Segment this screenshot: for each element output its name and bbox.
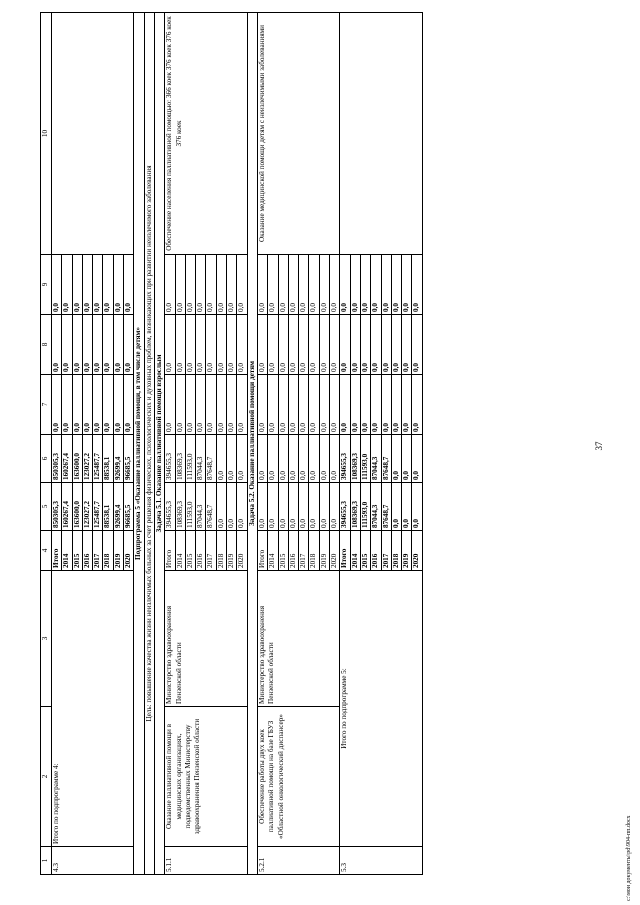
value-cell: 0,0	[227, 255, 237, 315]
value-cell: 2014	[350, 531, 360, 571]
section-row	[247, 13, 257, 875]
value-cell: 850305,3	[52, 435, 62, 483]
value-cell: 0,0	[340, 255, 350, 315]
value-cell: 0,0	[340, 315, 350, 375]
value-cell: 0,0	[62, 315, 72, 375]
value-cell: 0,0	[412, 483, 422, 531]
expected-result	[52, 13, 134, 255]
header-cell: 1	[41, 847, 52, 875]
program-table	[40, 12, 423, 875]
value-cell: 0,0	[340, 375, 350, 435]
value-cell: 2019	[227, 531, 237, 571]
value-cell: 0,0	[185, 255, 195, 315]
value-cell: 0,0	[175, 255, 185, 315]
value-cell: 0,0	[391, 435, 401, 483]
value-cell: 0,0	[319, 255, 329, 315]
value-cell: 108369,3	[175, 483, 185, 531]
value-cell: 0,0	[309, 375, 319, 435]
value-cell: 87044,3	[371, 483, 381, 531]
value-cell: 0,0	[82, 255, 92, 315]
value-cell: 2019	[113, 531, 123, 571]
subprogram-title: Подпрограмма 5 «Оказание паллиативной помощи, в том числе детям»	[134, 13, 144, 875]
value-cell: 0,0	[402, 483, 412, 531]
value-cell: 0,0	[52, 375, 62, 435]
task-5-1-title: Задача 5.1. Оказание паллиативной помощи взрослым	[154, 13, 164, 875]
value-cell: 394655,3	[165, 483, 175, 531]
table-row	[52, 13, 62, 875]
value-cell: 111593,0	[185, 435, 195, 483]
value-cell: 2015	[72, 531, 82, 571]
value-cell: 0,0	[268, 483, 278, 531]
value-cell: Итого	[52, 531, 62, 571]
value-cell: 163600,0	[72, 483, 82, 531]
value-cell: 0,0	[330, 315, 340, 375]
page-number: 37	[594, 441, 604, 451]
value-cell: 96685,5	[124, 483, 134, 531]
value-cell: Итого	[257, 531, 267, 571]
value-cell: 0,0	[103, 375, 113, 435]
value-cell: 0,0	[319, 435, 329, 483]
value-cell: 123027,2	[82, 483, 92, 531]
value-cell: 0,0	[103, 315, 113, 375]
value-cell: 0,0	[412, 375, 422, 435]
value-cell: 2018	[216, 531, 226, 571]
value-cell: 0,0	[196, 255, 206, 315]
value-cell: 2016	[288, 531, 298, 571]
table-row	[165, 13, 175, 875]
measure-name: Оказание паллиативной помощи в медицинских организациях, подведомственных Министерству здравоохранения Пензенской области	[165, 707, 247, 847]
value-cell: 394655,3	[340, 483, 350, 531]
value-cell: 2017	[299, 531, 309, 571]
value-cell: 0,0	[309, 315, 319, 375]
value-cell: 0,0	[52, 315, 62, 375]
value-cell: 87044,3	[196, 483, 206, 531]
value-cell: 96685,5	[124, 435, 134, 483]
value-cell: Итого	[165, 531, 175, 571]
value-cell: 0,0	[371, 255, 381, 315]
value-cell: 0,0	[216, 483, 226, 531]
value-cell: 160267,4	[62, 483, 72, 531]
header-cell: 2	[41, 707, 52, 847]
value-cell: 88538,1	[103, 483, 113, 531]
value-cell: 2017	[206, 531, 216, 571]
value-cell: 125487,7	[93, 435, 103, 483]
value-cell: 0,0	[237, 315, 247, 375]
value-cell: 0,0	[216, 255, 226, 315]
value-cell: 0,0	[257, 375, 267, 435]
value-cell: 0,0	[72, 375, 82, 435]
value-cell: 394655,3	[165, 435, 175, 483]
value-cell: 0,0	[360, 315, 370, 375]
value-cell: 87044,3	[371, 435, 381, 483]
value-cell: 2020	[330, 531, 340, 571]
value-cell: 111593,0	[360, 435, 370, 483]
value-cell: 0,0	[299, 435, 309, 483]
value-cell: 0,0	[206, 375, 216, 435]
value-cell: 2016	[82, 531, 92, 571]
value-cell: 0,0	[330, 435, 340, 483]
header-row	[41, 13, 52, 875]
value-cell: 0,0	[288, 315, 298, 375]
value-cell: 0,0	[381, 375, 391, 435]
executor: Министерство здравоохранения Пензенской области	[257, 571, 339, 707]
value-cell: 2014	[175, 531, 185, 571]
value-cell: 0,0	[381, 315, 391, 375]
value-cell: 0,0	[319, 315, 329, 375]
value-cell: 0,0	[124, 375, 134, 435]
row-number: 5.1.1	[165, 847, 247, 875]
value-cell: 0,0	[216, 375, 226, 435]
value-cell: 0,0	[412, 315, 422, 375]
value-cell: 0,0	[319, 483, 329, 531]
value-cell: 0,0	[350, 315, 360, 375]
value-cell: 0,0	[72, 315, 82, 375]
value-cell: 0,0	[371, 375, 381, 435]
value-cell: 0,0	[391, 315, 401, 375]
value-cell: 0,0	[62, 375, 72, 435]
value-cell: 0,0	[381, 255, 391, 315]
table-row	[257, 13, 267, 875]
value-cell: 0,0	[330, 483, 340, 531]
value-cell: 0,0	[206, 315, 216, 375]
value-cell: 0,0	[124, 255, 134, 315]
value-cell: 0,0	[371, 315, 381, 375]
value-cell: 0,0	[268, 255, 278, 315]
value-cell: 0,0	[257, 483, 267, 531]
header-cell: 8	[41, 315, 52, 375]
value-cell: 0,0	[288, 255, 298, 315]
task-5-2-title: Задача 5.2. Оказание паллиативной помощи детям	[247, 13, 257, 875]
value-cell: 0,0	[185, 375, 195, 435]
value-cell: 0,0	[330, 375, 340, 435]
value-cell: 0,0	[227, 315, 237, 375]
value-cell: 0,0	[268, 315, 278, 375]
value-cell: 2014	[268, 531, 278, 571]
value-cell: 0,0	[72, 255, 82, 315]
value-cell: 850305,3	[52, 483, 62, 531]
expected-result: Оказание медицинской помощи детям с неизлечимыми заболеваниями	[257, 13, 339, 255]
value-cell: 0,0	[319, 375, 329, 435]
header-cell: 6	[41, 435, 52, 483]
value-cell: 92699,4	[113, 435, 123, 483]
goal-row	[144, 13, 154, 875]
value-cell: 0,0	[309, 435, 319, 483]
value-cell: 0,0	[216, 435, 226, 483]
value-cell: 0,0	[93, 315, 103, 375]
value-cell: 108369,3	[350, 435, 360, 483]
row-number: 4.3	[52, 847, 134, 875]
value-cell: 0,0	[288, 435, 298, 483]
value-cell: 0,0	[165, 255, 175, 315]
expected-result	[340, 13, 422, 255]
row-number: 5.3	[340, 847, 422, 875]
value-cell: 0,0	[216, 315, 226, 375]
expected-result: Обеспечение населения паллиативной помощью: 366 коек 376 коек 376 коек 376 коек	[165, 13, 247, 255]
value-cell: 0,0	[82, 315, 92, 375]
value-cell: 160267,4	[62, 435, 72, 483]
value-cell: Итого	[340, 531, 350, 571]
value-cell: 0,0	[113, 315, 123, 375]
value-cell: 0,0	[237, 255, 247, 315]
value-cell: 0,0	[175, 315, 185, 375]
value-cell: 0,0	[257, 315, 267, 375]
row-title: Итого по подпрограмме 4:	[52, 571, 134, 847]
value-cell: 0,0	[402, 255, 412, 315]
value-cell: 123027,2	[82, 435, 92, 483]
section-row	[154, 13, 164, 875]
value-cell: 125487,7	[93, 483, 103, 531]
value-cell: 0,0	[237, 483, 247, 531]
value-cell: 0,0	[257, 435, 267, 483]
value-cell: 87648,7	[381, 483, 391, 531]
value-cell: 2019	[402, 531, 412, 571]
value-cell: 0,0	[165, 375, 175, 435]
value-cell: 0,0	[288, 375, 298, 435]
value-cell: 2020	[124, 531, 134, 571]
value-cell: 0,0	[412, 255, 422, 315]
value-cell: 0,0	[360, 375, 370, 435]
value-cell: 0,0	[82, 375, 92, 435]
value-cell: 0,0	[350, 375, 360, 435]
value-cell: 111593,0	[360, 483, 370, 531]
value-cell: 2015	[278, 531, 288, 571]
value-cell: 2020	[412, 531, 422, 571]
value-cell: 0,0	[299, 255, 309, 315]
value-cell: 0,0	[227, 435, 237, 483]
subprogram-goal: Цель: повышение качества жизни неизлечимых больных за счет решения физических, психологических и духовных проблем, возникающих при развитии неизлечимого заболевания	[144, 13, 154, 875]
value-cell: 2016	[196, 531, 206, 571]
value-cell: 88538,1	[103, 435, 113, 483]
value-cell: 2014	[62, 531, 72, 571]
value-cell: 0,0	[52, 255, 62, 315]
value-cell: 108369,3	[350, 483, 360, 531]
header-cell: 7	[41, 375, 52, 435]
executor: Министерство здравоохранения Пензенской области	[165, 571, 247, 707]
value-cell: 0,0	[237, 375, 247, 435]
value-cell: 0,0	[257, 255, 267, 315]
value-cell: 87648,7	[206, 435, 216, 483]
value-cell: 0,0	[278, 375, 288, 435]
value-cell: 0,0	[93, 375, 103, 435]
value-cell: 87648,7	[206, 483, 216, 531]
value-cell: 0,0	[299, 483, 309, 531]
value-cell: 111593,0	[185, 483, 195, 531]
header-cell: 3	[41, 571, 52, 707]
header-cell: 4	[41, 531, 52, 571]
value-cell: 0,0	[309, 483, 319, 531]
value-cell: 0,0	[227, 375, 237, 435]
section-row	[134, 13, 144, 875]
value-cell: 0,0	[330, 255, 340, 315]
value-cell: 0,0	[196, 315, 206, 375]
value-cell: 2016	[371, 531, 381, 571]
table-row	[340, 13, 350, 875]
value-cell: 87044,3	[196, 435, 206, 483]
value-cell: 0,0	[227, 483, 237, 531]
value-cell: 163600,0	[72, 435, 82, 483]
value-cell: 0,0	[268, 435, 278, 483]
value-cell: 2018	[391, 531, 401, 571]
value-cell: 2019	[319, 531, 329, 571]
value-cell: 0,0	[278, 255, 288, 315]
value-cell: 0,0	[278, 483, 288, 531]
value-cell: 2017	[93, 531, 103, 571]
value-cell: 0,0	[268, 375, 278, 435]
value-cell: 0,0	[278, 315, 288, 375]
value-cell: 0,0	[206, 255, 216, 315]
value-cell: 0,0	[391, 255, 401, 315]
value-cell: 0,0	[402, 315, 412, 375]
row-number: 5.2.1	[257, 847, 339, 875]
value-cell: 0,0	[278, 435, 288, 483]
value-cell: 2020	[237, 531, 247, 571]
value-cell: 2018	[309, 531, 319, 571]
value-cell: 394655,3	[340, 435, 350, 483]
value-cell: 0,0	[299, 375, 309, 435]
measure-name: Обеспечение работы двух коек паллиативной помощи на базе ГБУЗ «Областной онкологический диспансер»	[257, 707, 339, 847]
value-cell: 0,0	[299, 315, 309, 375]
header-cell: 10	[41, 13, 52, 255]
value-cell: 0,0	[165, 315, 175, 375]
value-cell: 0,0	[196, 375, 206, 435]
value-cell: 0,0	[124, 315, 134, 375]
value-cell: 2018	[103, 531, 113, 571]
value-cell: 0,0	[402, 435, 412, 483]
value-cell: 0,0	[103, 255, 113, 315]
value-cell: 0,0	[237, 435, 247, 483]
value-cell: 2017	[381, 531, 391, 571]
value-cell: 0,0	[391, 483, 401, 531]
value-cell: 92699,4	[113, 483, 123, 531]
value-cell: 0,0	[309, 255, 319, 315]
value-cell: 0,0	[412, 435, 422, 483]
value-cell: 87648,7	[381, 435, 391, 483]
value-cell: 2015	[185, 531, 195, 571]
value-cell: 108369,3	[175, 435, 185, 483]
value-cell: 0,0	[113, 255, 123, 315]
value-cell: 0,0	[350, 255, 360, 315]
value-cell: 0,0	[185, 315, 195, 375]
file-path-footer: c:\мои документы\pd\904-пп.docx	[626, 815, 632, 901]
value-cell: 0,0	[62, 255, 72, 315]
value-cell: 0,0	[113, 375, 123, 435]
header-cell: 9	[41, 255, 52, 315]
value-cell: 0,0	[288, 483, 298, 531]
header-cell: 5	[41, 483, 52, 531]
value-cell: 0,0	[391, 375, 401, 435]
value-cell: 0,0	[402, 375, 412, 435]
value-cell: 0,0	[175, 375, 185, 435]
row-title: Итого по подпрограмме 5:	[340, 571, 422, 847]
value-cell: 2015	[360, 531, 370, 571]
value-cell: 0,0	[93, 255, 103, 315]
value-cell: 0,0	[360, 255, 370, 315]
